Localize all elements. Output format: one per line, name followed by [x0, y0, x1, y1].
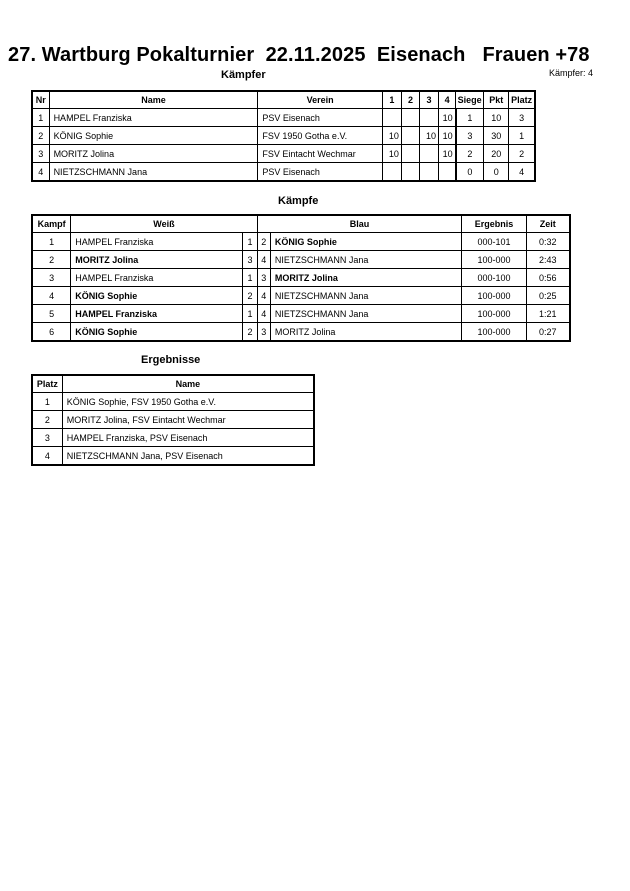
- score-vs-4: 10: [439, 109, 456, 127]
- fight-time: 2:43: [526, 251, 570, 269]
- blue-fighter-number: 4: [257, 287, 270, 305]
- column-header: 2: [401, 91, 419, 109]
- result-place: 2: [32, 411, 62, 429]
- fights-table: [31, 214, 571, 342]
- score-vs-1: 10: [382, 145, 401, 163]
- column-header: Verein: [258, 91, 382, 109]
- column-header: 4: [439, 91, 456, 109]
- white-fighter: HAMPEL Franziska: [71, 269, 243, 287]
- fighter-club: PSV Eisenach: [258, 163, 382, 182]
- fighter-name: KÖNIG Sophie: [49, 127, 258, 145]
- fighter-club: PSV Eisenach: [258, 109, 382, 127]
- score-vs-2: [401, 145, 419, 163]
- fighter-place: 1: [509, 127, 535, 145]
- blue-fighter: KÖNIG Sophie: [270, 233, 462, 251]
- score-vs-3: 10: [420, 127, 439, 145]
- fight-result: 100-000: [462, 251, 526, 269]
- score-vs-4: [439, 163, 456, 182]
- fighter-points: 0: [484, 163, 509, 182]
- fighter-wins: 2: [456, 145, 484, 163]
- table-row: [32, 233, 570, 251]
- blue-fighter-number: 4: [257, 305, 270, 323]
- score-vs-1: 10: [382, 127, 401, 145]
- table-row: [32, 305, 570, 323]
- fighter-name: MORITZ Jolina: [49, 145, 258, 163]
- white-fighter-number: 1: [243, 305, 257, 323]
- white-fighter: KÖNIG Sophie: [71, 323, 243, 342]
- score-vs-3: [420, 109, 439, 127]
- column-header: Pkt: [484, 91, 509, 109]
- white-fighter: HAMPEL Franziska: [71, 305, 243, 323]
- result-place: 3: [32, 429, 62, 447]
- fighter-number: 2: [32, 127, 49, 145]
- white-fighter: KÖNIG Sophie: [71, 287, 243, 305]
- fighter-points: 30: [484, 127, 509, 145]
- fight-result: 000-101: [462, 233, 526, 251]
- blue-fighter: NIETZSCHMANN Jana: [270, 305, 462, 323]
- score-vs-2: [401, 127, 419, 145]
- blue-fighter: NIETZSCHMANN Jana: [270, 251, 462, 269]
- score-vs-3: [420, 163, 439, 182]
- column-header: Platz: [509, 91, 535, 109]
- table-row: [32, 287, 570, 305]
- fight-number: 4: [32, 287, 71, 305]
- fight-time: 0:27: [526, 323, 570, 342]
- fighter-place: 2: [509, 145, 535, 163]
- fights-section-title: Kämpfe: [278, 195, 319, 207]
- fight-number: 1: [32, 233, 71, 251]
- fighter-wins: 0: [456, 163, 484, 182]
- fighter-place: 3: [509, 109, 535, 127]
- score-vs-2: [401, 163, 419, 182]
- fight-result: 100-000: [462, 305, 526, 323]
- fighter-wins: 3: [456, 127, 484, 145]
- column-header: Name: [49, 91, 258, 109]
- table-row: [32, 145, 535, 163]
- result-place: 4: [32, 447, 62, 466]
- results-section-title: Ergebnisse: [141, 354, 201, 366]
- column-header: Blau: [257, 215, 462, 233]
- fighter-name: NIETZSCHMANN Jana: [49, 163, 258, 182]
- table-row: [32, 109, 535, 127]
- white-fighter-number: 1: [243, 269, 257, 287]
- fight-number: 5: [32, 305, 71, 323]
- white-fighter-number: 1: [243, 233, 257, 251]
- score-vs-4: 10: [439, 145, 456, 163]
- fighter-wins: 1: [456, 109, 484, 127]
- result-name: NIETZSCHMANN Jana, PSV Eisenach: [62, 447, 314, 466]
- column-header: 3: [420, 91, 439, 109]
- fighter-number: 1: [32, 109, 49, 127]
- column-header: Platz: [32, 375, 62, 393]
- fighter-number: 4: [32, 163, 49, 182]
- fighter-points: 10: [484, 109, 509, 127]
- fighter-count: Kämpfer: 4: [549, 68, 594, 78]
- fight-time: 1:21: [526, 305, 570, 323]
- white-fighter: MORITZ Jolina: [71, 251, 243, 269]
- result-name: HAMPEL Franziska, PSV Eisenach: [62, 429, 314, 447]
- score-vs-3: [420, 145, 439, 163]
- score-vs-1: [382, 109, 401, 127]
- column-header: Name: [62, 375, 314, 393]
- table-row: [32, 323, 570, 342]
- table-row: [32, 447, 314, 466]
- fighters-section-title: Kämpfer: [221, 69, 266, 81]
- table-row: [32, 127, 535, 145]
- table-row: [32, 269, 570, 287]
- column-header: Zeit: [526, 215, 570, 233]
- fighter-club: FSV Eintacht Wechmar: [258, 145, 382, 163]
- column-header: Weiß: [71, 215, 257, 233]
- blue-fighter: MORITZ Jolina: [270, 269, 462, 287]
- blue-fighter-number: 4: [257, 251, 270, 269]
- fight-result: 000-100: [462, 269, 526, 287]
- score-vs-2: [401, 109, 419, 127]
- column-header: 1: [382, 91, 401, 109]
- fighter-name: HAMPEL Franziska: [49, 109, 258, 127]
- white-fighter-number: 3: [243, 251, 257, 269]
- white-fighter-number: 2: [243, 287, 257, 305]
- result-name: KÖNIG Sophie, FSV 1950 Gotha e.V.: [62, 393, 314, 411]
- blue-fighter-number: 3: [257, 323, 270, 342]
- result-name: MORITZ Jolina, FSV Eintacht Wechmar: [62, 411, 314, 429]
- fighters-table: [31, 90, 536, 182]
- table-row: [32, 163, 535, 182]
- fight-time: 0:32: [526, 233, 570, 251]
- page-title: 27. Wartburg Pokalturnier 22.11.2025 Eisenach Frauen +78: [8, 44, 590, 66]
- fight-number: 3: [32, 269, 71, 287]
- column-header: Siege: [456, 91, 484, 109]
- blue-fighter-number: 2: [257, 233, 270, 251]
- table-row: [32, 251, 570, 269]
- blue-fighter-number: 3: [257, 269, 270, 287]
- result-place: 1: [32, 393, 62, 411]
- fighter-place: 4: [509, 163, 535, 182]
- fight-number: 6: [32, 323, 71, 342]
- fight-number: 2: [32, 251, 71, 269]
- score-vs-4: 10: [439, 127, 456, 145]
- column-header: Ergebnis: [462, 215, 526, 233]
- blue-fighter: NIETZSCHMANN Jana: [270, 287, 462, 305]
- score-vs-1: [382, 163, 401, 182]
- white-fighter-number: 2: [243, 323, 257, 342]
- white-fighter: HAMPEL Franziska: [71, 233, 243, 251]
- table-row: [32, 411, 314, 429]
- table-row: [32, 393, 314, 411]
- fighter-points: 20: [484, 145, 509, 163]
- fight-result: 100-000: [462, 287, 526, 305]
- fight-result: 100-000: [462, 323, 526, 342]
- column-header: Nr: [32, 91, 49, 109]
- fighter-number: 3: [32, 145, 49, 163]
- fighter-club: FSV 1950 Gotha e.V.: [258, 127, 382, 145]
- fight-time: 0:25: [526, 287, 570, 305]
- results-table: [31, 374, 315, 466]
- fight-time: 0:56: [526, 269, 570, 287]
- table-row: [32, 429, 314, 447]
- blue-fighter: MORITZ Jolina: [270, 323, 462, 342]
- column-header: Kampf: [32, 215, 71, 233]
